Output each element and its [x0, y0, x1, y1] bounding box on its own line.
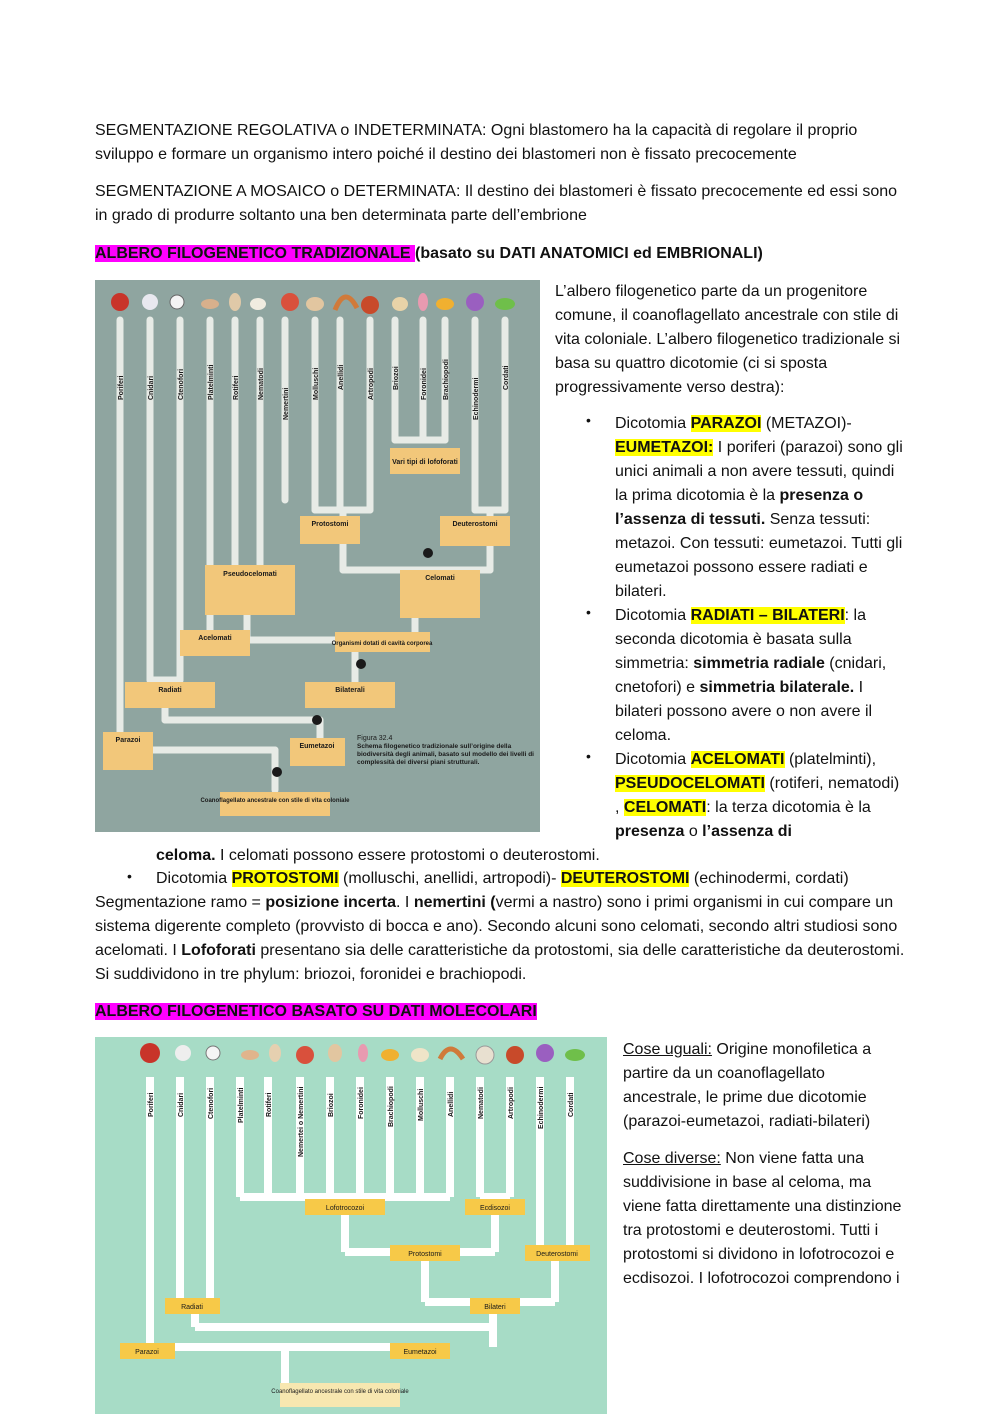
box-lofoforati: Vari tipi di lofoforati: [392, 459, 458, 466]
bullet-icon: •: [586, 412, 591, 428]
box-coanoflagellato: Coanoflagellato ancestrale con stile di vita coloniale: [200, 798, 350, 804]
box-eumetazoi: Eumetazoi: [403, 1349, 437, 1356]
taxon-label: Artropodi: [368, 368, 375, 400]
box-deuterostomi: Deuterostomi: [536, 1251, 578, 1258]
box-coanoflagellato: Coanoflagellato ancestrale con stile di vita coloniale: [271, 1389, 409, 1395]
box-lofotrocozoi: Lofotrocozoi: [325, 1205, 365, 1212]
list-item-dicotomia-4: Dicotomia PROTOSTOMI (molluschi, anellidi, artropodi)- DEUTEROSTOMI (echinodermi, cordati): [156, 870, 849, 887]
bullet-icon: •: [586, 604, 591, 620]
figure-caption: Schema filogenetico tradizionale sull’origine della biodiversità degli animali, basato sul modello dei livelli di complessità dei diversi piani strutturali.: [357, 743, 534, 766]
taxon-label: Nematodi: [478, 1087, 485, 1119]
box-parazoi: Parazoi: [115, 737, 141, 744]
box-eumetazoi: Eumetazoi: [299, 743, 335, 750]
taxon-label: Nematodi: [258, 368, 265, 400]
paragraph-segmentazione-regolativa: SEGMENTAZIONE REGOLATIVA o INDETERMINATA: Ogni blastomero ha la capacità di regolare il proprio sviluppo e formare un organismo intero poiché il destino dei blastomeri non è fissato precocemente: [95, 122, 858, 163]
bullet-icon: •: [586, 748, 591, 764]
box-protostomi: Protostomi: [311, 521, 349, 528]
taxon-label: Rotiferi: [266, 1092, 273, 1117]
taxon-label: Cnidari: [148, 375, 155, 400]
paragraph-segmentazione-ramo: Segmentazione ramo = posizione incerta. I nemertini (vermi a nastro) sono i primi organismi in cui compare un sistema digerente completo (provvisto di bocca e ano). Secondo alcuni sono celomati, secondo altri studiosi sono acelomati. I Lofoforati presentano sia delle caratteristiche da protostomi, sia delle caratteristiche da deuterostomi. Si suddividono in tre phylum: briozoi, foronidei e brachiopodi.: [95, 894, 905, 983]
taxon-label: Cnidari: [178, 1092, 185, 1117]
taxon-label: Foronidei: [421, 368, 428, 400]
taxon-label: Molluschi: [418, 1088, 425, 1121]
box-cavita: Organismi dotati di cavità corporea: [331, 641, 433, 647]
box-pseudocelomati: Pseudocelomati: [223, 571, 277, 578]
bullet-icon: •: [127, 868, 132, 884]
figure-caption-title: Figura 32.4: [357, 735, 393, 742]
taxon-label: Platelminti: [208, 364, 215, 400]
box-ecdisozoi: Ecdisozoi: [480, 1205, 510, 1212]
taxon-label: Poriferi: [148, 1092, 155, 1117]
taxon-label: Nemertini: [283, 387, 290, 420]
taxon-label: Rotiferi: [233, 375, 240, 400]
heading-albero-tradizionale: [95, 242, 905, 266]
box-bilaterali: Bilaterali: [335, 687, 365, 694]
taxon-label: Cordati: [568, 1092, 575, 1117]
heading-subtitle: (basato su DATI ANATOMICI ed EMBRIONALI): [415, 245, 763, 262]
taxon-label: Nemertei o Nemertini: [298, 1086, 305, 1157]
heading-highlight: ALBERO FILOGENETICO TRADIZIONALE: [95, 245, 415, 262]
heading-albero-molecolare: ALBERO FILOGENETICO BASATO SU DATI MOLECOLARI: [95, 1003, 537, 1020]
taxon-label: Briozoi: [393, 366, 400, 390]
list-item-dicotomia-1: Dicotomia PARAZOI (METAZOI)-EUMETAZOI: I poriferi (parazoi) sono gli unici animali a non avere tessuti, quindi la prima dicotomia è la presenza o l’assenza di tessuti. Senza tessuti: metazoi. Con tessuti: eumetazoi. Tutti gli eumetazoi possono essere radiati e bilateri.: [615, 415, 903, 600]
taxon-label: Brachiopodi: [443, 359, 450, 400]
box-acelomati: Acelomati: [198, 635, 232, 642]
list-item-dicotomia-3-cont: celoma. I celomati possono essere protostomi o deuterostomi.: [156, 847, 600, 864]
taxon-label: Ctenofori: [208, 1087, 215, 1119]
taxon-label: Echinodermi: [538, 1086, 545, 1129]
intro-paragraph: L’albero filogenetico parte da un progenitore comune, il coanoflagellato ancestrale con stile di vita coloniale. L’albero filogenetico tradizionale si basa su quattro dicotomie (ci si sposta progressivamente verso destra):: [555, 283, 901, 396]
taxon-label: Anellidi: [338, 364, 345, 390]
molecular-tree-figure: [95, 1037, 607, 1414]
paragraph-cose-uguali: Cose uguali: Origine monofiletica a partire da un coanoflagellato ancestrale, le prime due dicotomie (parazoi-eumetazoi, radiati-bilateri): [623, 1041, 872, 1130]
list-item-dicotomia-3: Dicotomia ACELOMATI (platelminti), PSEUDOCELOMATI (rotiferi, nematodi) , CELOMATI: la terza dicotomia è la presenza o l’assenza di: [615, 751, 900, 840]
taxon-label: Anellidi: [448, 1091, 455, 1117]
box-deuterostomi: Deuterostomi: [452, 521, 498, 528]
taxon-label: Platelminti: [238, 1087, 245, 1123]
box-radiati: Radiati: [181, 1304, 203, 1311]
paragraph-cose-diverse: Cose diverse: Non viene fatta una suddivisione in base al celoma, ma viene fatta direttamente una distinzione tra protostomi e deuterostomi. Tutti i protostomi si dividono in lofotrocozoi e ecdisozoi. I lofotrocozoi comprendono i: [623, 1150, 902, 1287]
box-bilateri: Bilateri: [484, 1304, 506, 1311]
list-item-dicotomia-2: Dicotomia RADIATI – BILATERI: la seconda dicotomia è basata sulla simmetria: simmetria radiale (cnidari, cnetofori) e simmetria bilaterale. I bilateri possono avere o non avere il celoma.: [615, 607, 887, 744]
taxon-label: Cordati: [503, 365, 510, 390]
taxon-label: Molluschi: [313, 367, 320, 400]
taxon-label: Ctenofori: [178, 368, 185, 400]
taxon-label: Artropodi: [508, 1087, 515, 1119]
paragraph-segmentazione-mosaico: SEGMENTAZIONE A MOSAICO o DETERMINATA: Il destino dei blastomeri è fissato precocemente ed essi sono in grado di produrre soltanto una ben determinata parte dell’embrione: [95, 183, 898, 224]
box-celomati: Celomati: [425, 575, 455, 582]
box-parazoi: Parazoi: [135, 1349, 159, 1356]
taxon-label: Poriferi: [118, 375, 125, 400]
box-protostomi: Protostomi: [408, 1251, 442, 1258]
taxon-label: Echinodermi: [473, 377, 480, 420]
traditional-tree-figure: [95, 280, 540, 832]
taxon-label: Brachiopodi: [388, 1086, 395, 1127]
box-radiati: Radiati: [158, 687, 182, 694]
taxon-label: Foronidei: [358, 1087, 365, 1119]
taxon-label: Briozoi: [328, 1093, 335, 1117]
